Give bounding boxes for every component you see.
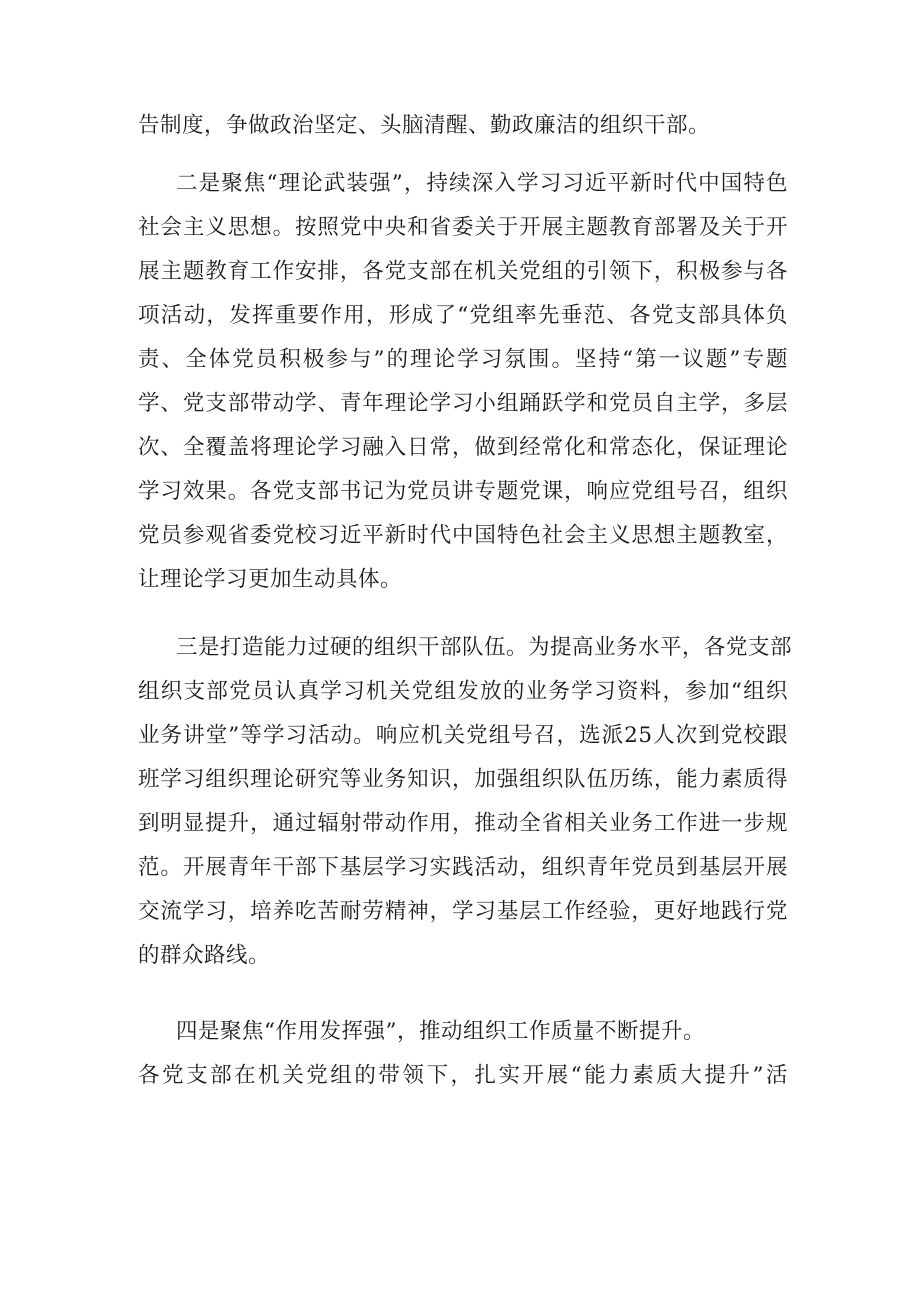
paragraph-line: 社会主义思想。按照党中央和省委关于开展主题教育部署及关于开 <box>138 215 788 240</box>
paragraph-line: 展主题教育工作安排，各党支部在机关党组的引领下，积极参与各 <box>138 259 788 284</box>
paragraph-line: 到明显提升，通过辐射带动作用，推动全省相关业务工作进一步规 <box>138 811 788 836</box>
paragraph-line: 各党支部在机关党组的带领下，扎实开展“能力素质大提升”活 <box>138 1063 788 1088</box>
paragraph-line: 业务讲堂”等学习活动。响应机关党组号召，选派25人次到党校跟 <box>138 723 788 748</box>
paragraph-line: 责、全体党员积极参与”的理论学习氛围。坚持“第一议题”专题 <box>138 347 788 372</box>
paragraph-line: 三是打造能力过硬的组织干部队伍。为提高业务水平，各党支部 <box>176 635 793 660</box>
paragraph-line: 范。开展青年干部下基层学习实践活动，组织青年党员到基层开展 <box>138 855 788 880</box>
paragraph-line: 的群众路线。 <box>138 943 271 968</box>
paragraph-line: 次、全覆盖将理论学习融入日常，做到经常化和常态化，保证理论 <box>138 435 788 460</box>
paragraph-line: 组织支部党员认真学习机关党组发放的业务学习资料，参加“组织 <box>138 679 788 704</box>
paragraph-line: 交流学习，培养吃苦耐劳精神，学习基层工作经验，更好地践行党 <box>138 899 788 924</box>
paragraph-line: 学习效果。各党支部书记为党员讲专题党课，响应党组号召，组织 <box>138 479 788 504</box>
paragraph-line: 班学习组织理论研究等业务知识，加强组织队伍历练，能力素质得 <box>138 767 788 792</box>
paragraph-line: 党员参观省委党校习近平新时代中国特色社会主义思想主题教室， <box>138 523 788 548</box>
paragraph-line: 学、党支部带动学、青年理论学习小组踊跃学和党员自主学，多层 <box>138 391 788 416</box>
paragraph-line: 让理论学习更加生动具体。 <box>138 567 403 592</box>
paragraph-line: 四是聚焦“作用发挥强”，推动组织工作质量不断提升。 <box>176 1019 705 1044</box>
paragraph-line: 项活动，发挥重要作用，形成了“党组率先垂范、各党支部具体负 <box>138 303 788 328</box>
paragraph-line: 二是聚焦“理论武装强”，持续深入学习习近平新时代中国特色 <box>176 171 788 196</box>
paragraph-line: 告制度，争做政治坚定、头脑清醒、勤政廉洁的组织干部。 <box>138 113 711 138</box>
